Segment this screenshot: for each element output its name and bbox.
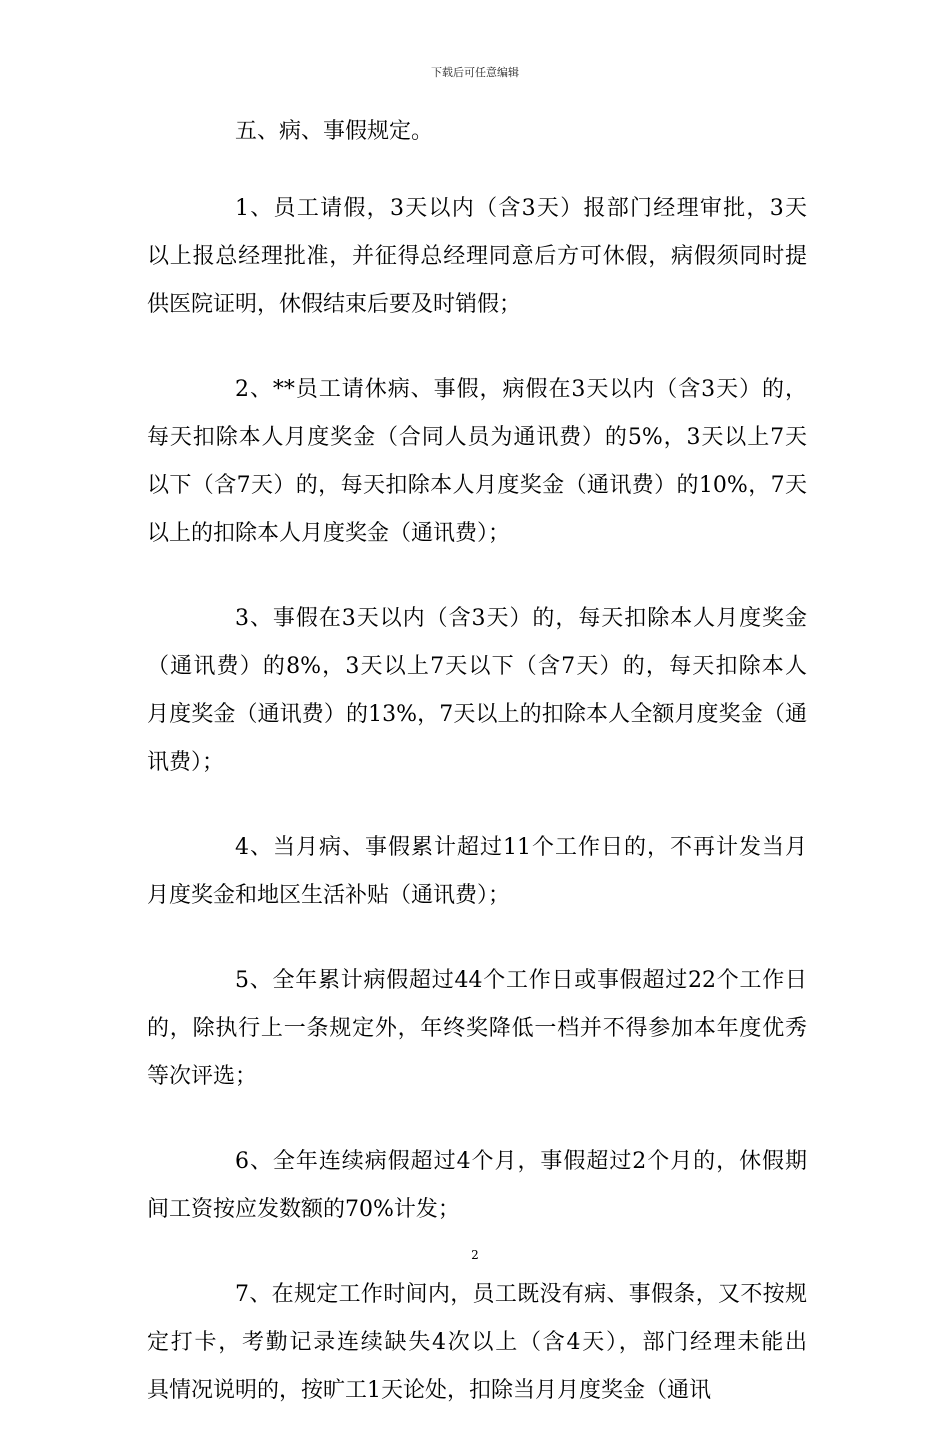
paragraph-line: （通讯费）的8%，3天以上7天以下（含7天）的，每天扣除本人 bbox=[147, 654, 807, 679]
paragraph-5 bbox=[147, 957, 807, 1101]
paragraph-7 bbox=[147, 1271, 807, 1415]
paragraph-line: 等次评选； bbox=[147, 1064, 258, 1089]
paragraph-6 bbox=[147, 1138, 807, 1234]
page-header: 下载后可任意编辑 bbox=[431, 66, 519, 79]
paragraph-line: 6、全年连续病假超过4个月，事假超过2个月的，休假期 bbox=[235, 1149, 807, 1174]
paragraph-line: 月度奖金和地区生活补贴（通讯费）； bbox=[147, 883, 511, 908]
paragraph-4 bbox=[147, 824, 807, 920]
paragraph-line: 定打卡，考勤记录连续缺失4次以上（含4天），部门经理未能出 bbox=[147, 1330, 807, 1355]
paragraph-2 bbox=[147, 366, 807, 558]
paragraph-line: 以下（含7天）的，每天扣除本人月度奖金（通讯费）的10%，7天 bbox=[147, 473, 807, 498]
paragraph-line: 以上报总经理批准，并征得总经理同意后方可休假，病假须同时提 bbox=[147, 244, 807, 269]
paragraph-line: 2、**员工请休病、事假，病假在3天以内（含3天）的， bbox=[235, 377, 807, 402]
paragraph-line: 1、员工请假，3天以内（含3天）报部门经理审批，3天 bbox=[235, 196, 807, 221]
paragraph-line: 间工资按应发数额的70%计发； bbox=[147, 1197, 460, 1222]
paragraph-line: 7、在规定工作时间内，员工既没有病、事假条，又不按规 bbox=[235, 1282, 807, 1307]
paragraph-line: 每天扣除本人月度奖金（合同人员为通讯费）的5%，3天以上7天 bbox=[147, 425, 807, 450]
paragraph-line: 的，除执行上一条规定外，年终奖降低一档并不得参加本年度优秀 bbox=[147, 1016, 807, 1041]
page-number: 2 bbox=[471, 1248, 479, 1262]
paragraph-line: 4、当月病、事假累计超过11个工作日的，不再计发当月 bbox=[235, 835, 807, 860]
section-heading: 五、病、事假规定。 bbox=[235, 119, 434, 144]
paragraph-line: 3、事假在3天以内（含3天）的，每天扣除本人月度奖金 bbox=[235, 606, 807, 631]
paragraph-1 bbox=[147, 185, 807, 329]
paragraph-line: 月度奖金（通讯费）的13%，7天以上的扣除本人全额月度奖金（通 bbox=[147, 702, 807, 727]
paragraph-line: 以上的扣除本人月度奖金（通讯费）； bbox=[147, 521, 511, 546]
paragraph-line: 具情况说明的，按旷工1天论处，扣除当月月度奖金（通讯 bbox=[147, 1378, 711, 1403]
paragraph-3 bbox=[147, 595, 807, 787]
paragraph-line: 5、全年累计病假超过44个工作日或事假超过22个工作日 bbox=[235, 968, 807, 993]
paragraph-line: 讯费）； bbox=[147, 750, 225, 775]
paragraph-line: 供医院证明，休假结束后要及时销假； bbox=[147, 292, 522, 317]
